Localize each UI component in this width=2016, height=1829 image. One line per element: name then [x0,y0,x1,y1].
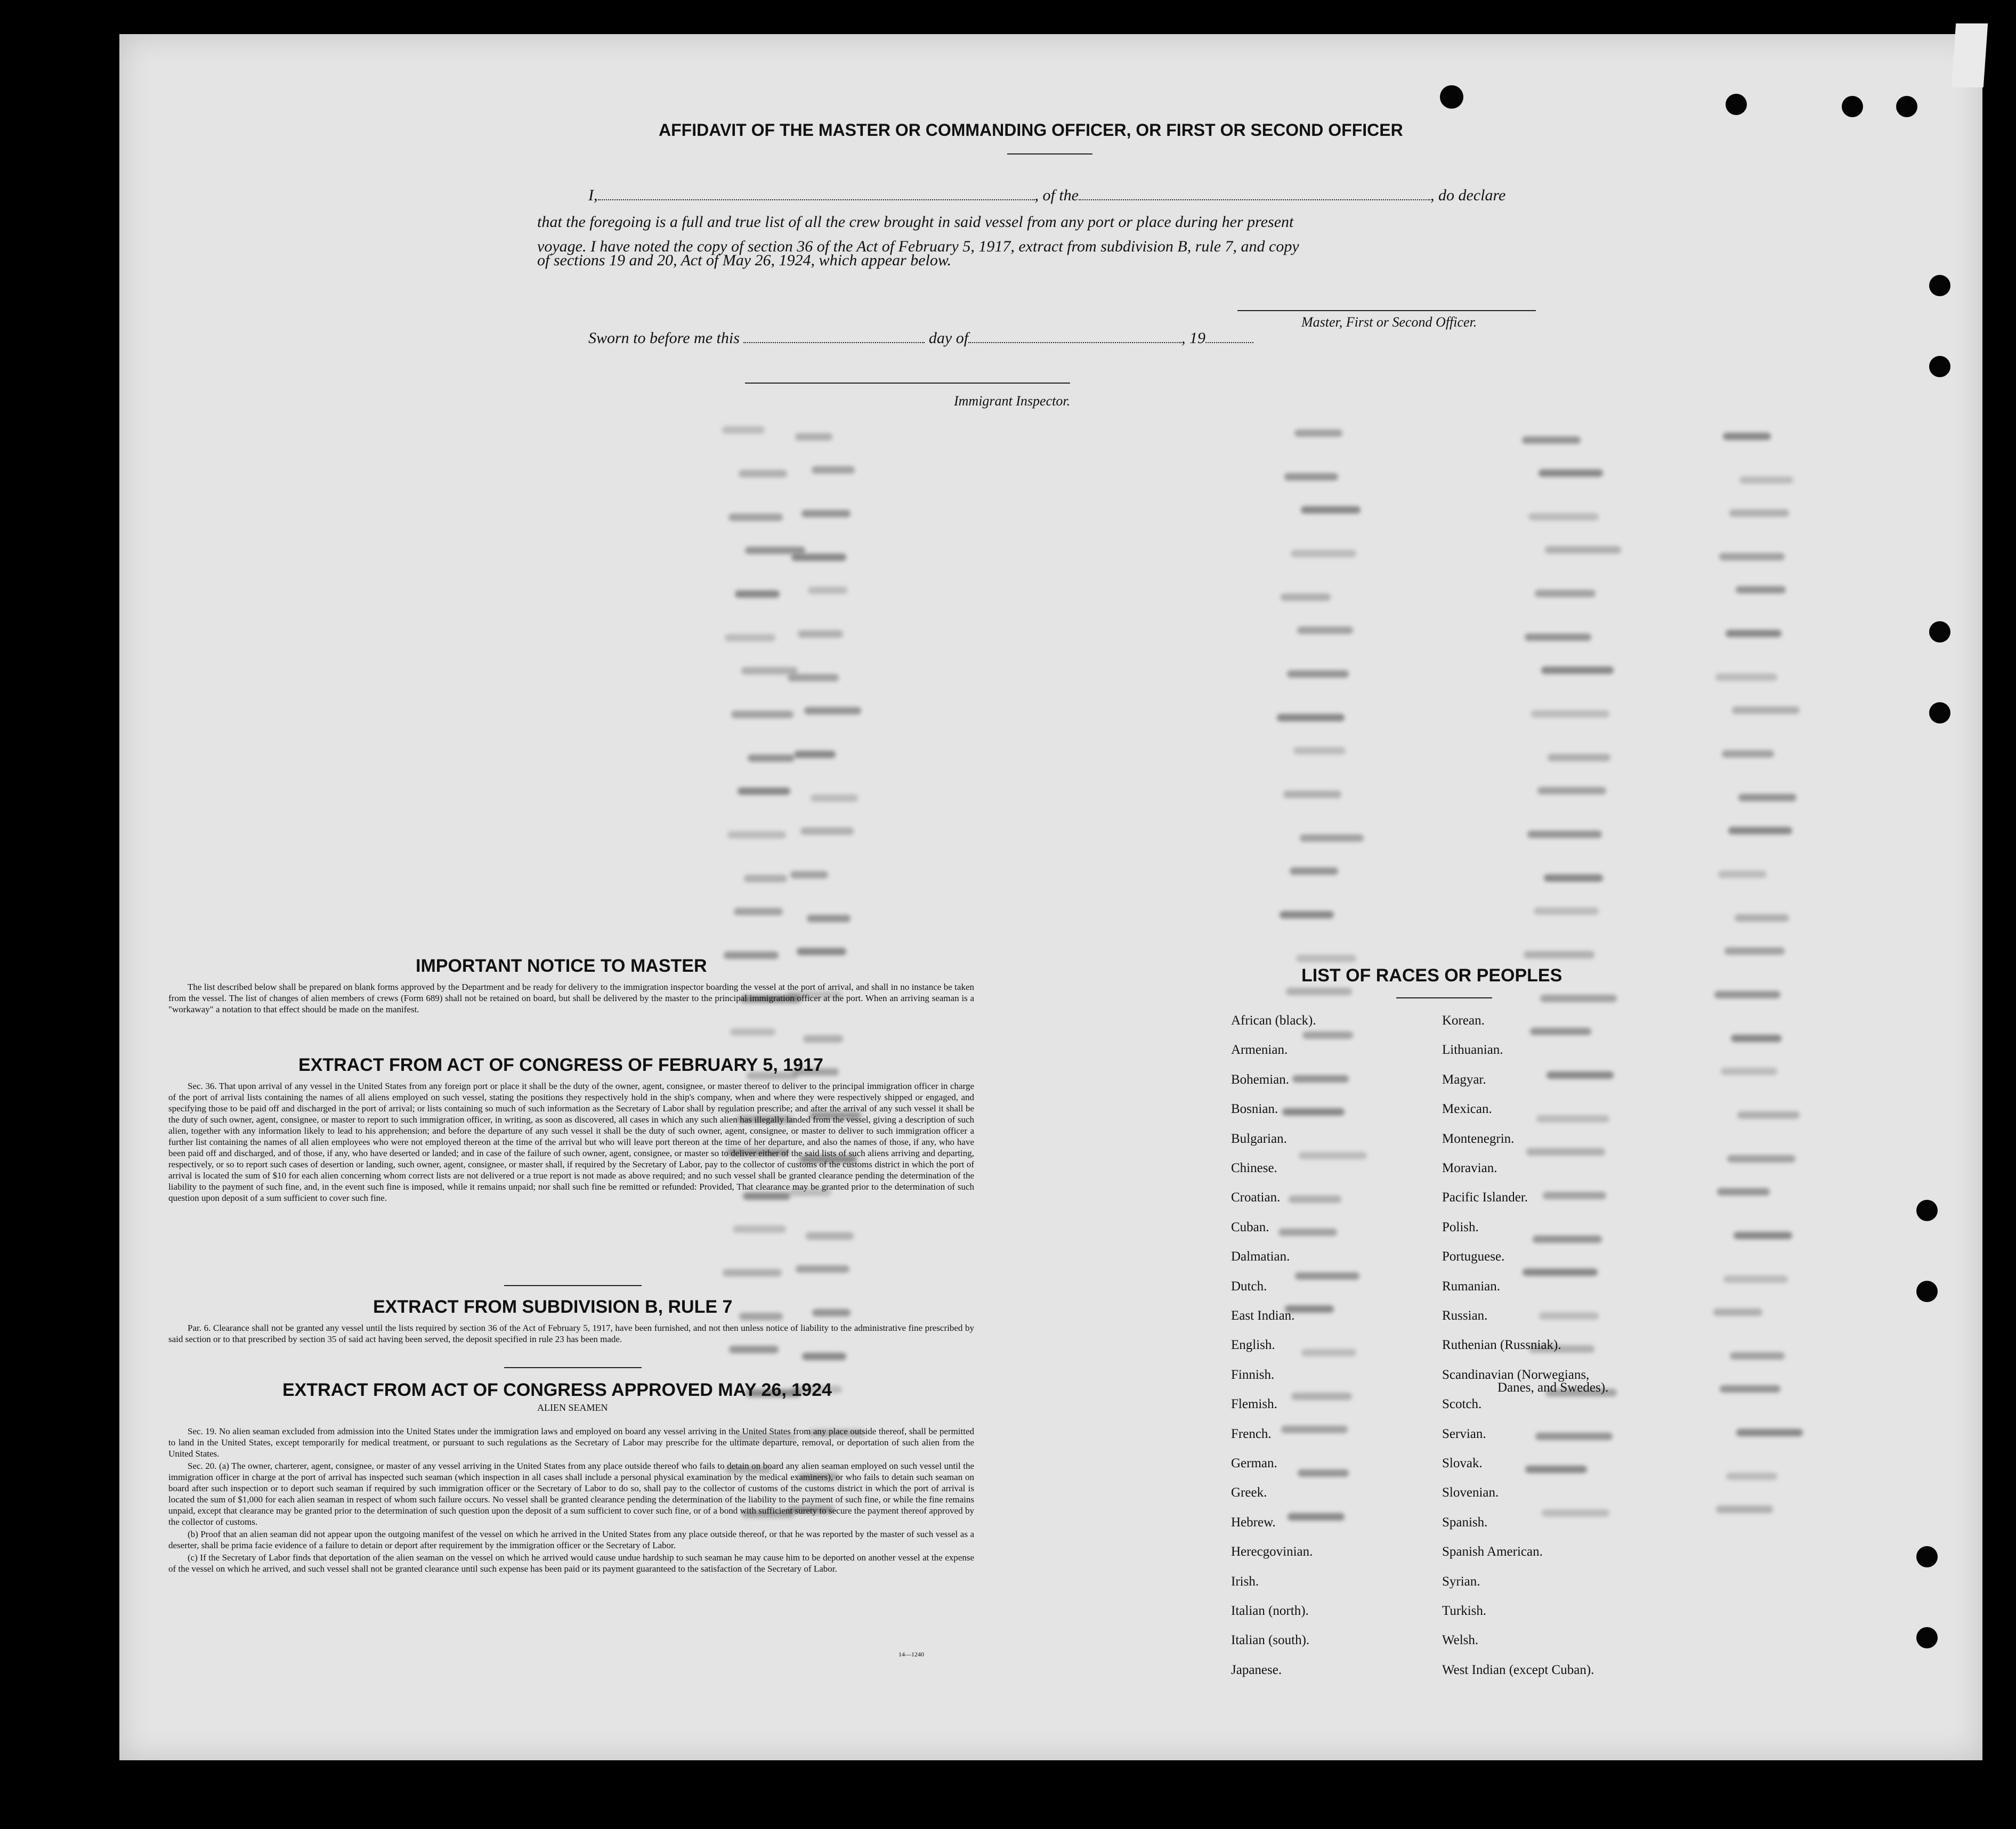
bleed-mark [722,426,765,434]
bleed-mark [1295,1272,1359,1280]
bleed-mark [1548,754,1610,761]
punch-hole [1440,85,1463,109]
punch-hole [1916,1627,1938,1648]
race-item: Scotch. [1442,1397,1482,1412]
races-title-underline [1396,997,1492,998]
affidavit-line-2: that the foregoing is a full and true list of all the crew brought in said vessel from any port or place during her present [537,213,1294,231]
race-item: East Indian. [1231,1308,1295,1323]
divider [504,1367,642,1368]
extract-1924-text [168,1426,974,1575]
bleed-mark [804,707,861,714]
race-item: Montenegrin. [1442,1131,1515,1146]
bleed-mark [1545,546,1621,554]
affidavit-title: AFFIDAVIT OF THE MASTER OR COMMANDING OFFICER, OR FIRST OR SECOND OFFICER [659,120,1403,140]
bleed-mark [1544,874,1603,882]
bleed-mark [1542,1509,1609,1517]
bleed-mark [1726,1473,1777,1480]
punch-hole [1916,1281,1938,1302]
affidavit-line-3: voyage. I have noted the copy of section 36 of the Act of February 5, 1917, extract from subdivision B, rule 7, and copy [537,238,1299,255]
section-20c-paragraph: (c) If the Secretary of Labor finds that deportation of the alien seaman on the vessel on which he arrived would cause undue hardship to such seaman he may cause him to be deported on another vessel at the expense of the vessel on which he arrived, and such vessel shall not be granted clearance until such expense has been paid or its payment guaranteed to the satisfaction of the Secretary of Labor. [168,1552,974,1574]
race-item: Slovak. [1442,1456,1483,1470]
vessel-prefix: , of the [1034,186,1079,204]
affidavit-line-1 [588,186,1505,205]
notice-paragraph: The list described below shall be prepared on blank forms approved by the Department and be ready for delivery to the immigration inspector boarding the vessel at the port of arrival, and shall in no instance be taken from the vessel. The list of changes of alien members of crews (Form 689) shall not be retained on board, but shall be delivered by the master to the principal immigration officer at the port. When an arriving seaman is a "workaway" a notation to that effect should be made on the manifest. [168,982,974,1014]
declarant-name-field[interactable] [598,199,1035,200]
bleed-mark [1547,1071,1614,1079]
bleed-mark [744,875,787,882]
bleed-mark [1286,988,1352,995]
bleed-mark [1728,827,1792,834]
bleed-mark [798,630,843,638]
bleed-mark [803,1035,843,1043]
race-item: Spanish. [1442,1515,1488,1530]
bleed-mark [796,1265,849,1273]
race-item: Irish. [1231,1574,1259,1589]
extract-1924-title: EXTRACT FROM ACT OF CONGRESS APPROVED MAY 26, 1924 [282,1380,832,1400]
bleed-mark [1539,469,1603,477]
race-item: Dalmatian. [1231,1249,1290,1264]
bleed-mark [807,915,851,922]
bleed-mark [1536,1115,1609,1123]
punch-hole [1842,96,1863,117]
sworn-day-of: day of [928,329,969,347]
bleed-mark [1288,1513,1345,1521]
punch-hole [1726,94,1747,115]
bleed-mark [1719,553,1785,560]
bleed-mark [1732,706,1800,714]
bleed-mark [1737,1111,1800,1119]
race-item: Portuguese. [1442,1249,1505,1264]
bleed-mark [1735,914,1789,922]
bleed-mark [1283,791,1341,798]
bleed-mark [1540,995,1617,1002]
bleed-mark [1277,714,1345,721]
bleed-mark [1291,550,1356,557]
bleed-mark [1290,867,1338,875]
punch-hole [1916,1546,1938,1567]
race-item: Cuban. [1231,1220,1269,1234]
bleed-mark [1543,1192,1606,1199]
bleed-mark [1715,673,1777,681]
race-item: Dutch. [1231,1279,1267,1294]
bleed-mark [1724,947,1785,955]
race-item: Rumanian. [1442,1279,1501,1294]
bleed-mark [1294,429,1342,437]
race-item: Herecgovinian. [1231,1545,1313,1559]
race-item: French. [1231,1426,1272,1441]
bleed-mark [1539,1312,1599,1320]
bleed-mark [1282,1108,1345,1116]
bleed-mark [1523,1269,1598,1276]
race-item: Scandinavian (Norwegians, [1442,1367,1590,1382]
title-underline [1007,153,1092,155]
bleed-mark [738,787,790,795]
race-item: Bohemian. [1231,1072,1290,1087]
extract-1917-title: EXTRACT FROM ACT OF CONGRESS OF FEBRUARY 5, 1917 [298,1055,823,1075]
signature-label: Master, First or Second Officer. [1301,314,1477,330]
bleed-mark [735,590,780,598]
race-item: Japanese. [1231,1662,1282,1677]
bleed-mark [739,1313,783,1320]
bleed-mark [1531,710,1609,718]
par6-paragraph: Par. 6. Clearance shall not be granted any vessel until the lists required by section 36 of the Act of February 5, 1917, have been furnished, and not then unless notice of liability to the administrative fine prescribed by said section or to that prescribed by section 35 of said act having been served, the deposit specified in rule 23 has been made. [168,1323,974,1344]
bleed-mark [730,1028,775,1036]
bleed-mark [1723,433,1771,440]
sworn-year-field[interactable] [1205,342,1253,343]
notice-text [168,981,974,1016]
declare-text: , do declare [1430,186,1506,204]
bleed-mark [1525,1466,1587,1473]
bleed-mark [1714,991,1780,998]
section-20a-paragraph: Sec. 20. (a) The owner, charterer, agent, consignee, or master of any vessel arriving in the United States from any place outside thereof who fails to detain on board any alien seaman employed on such vessel until the immigration officer in charge at the port of arrival has inspected such seaman (which inspection in all cases shall include a personal physical examination by the medical examiners), or who fails to detain such seaman on board after such inspection or to deport such seaman if required by such immigration officer or the Secretary of Labor to do so, shall pay to the collector of customs of the customs district in which the port of arrival is located the sum of $1,000 for each alien seaman in respect of whom such failure occurs. No vessel shall be granted clearance pending the determination of the liability to the payment of such fine, or while the fine remains unpaid, except that clearance may be granted prior to the determination of such question upon the deposit of a sum sufficient to cover such fine, or of a bond with sufficient surety to secure the payment thereof approved by the collector of customs. [168,1461,974,1527]
bleed-mark [1298,1469,1349,1477]
bleed-mark [1729,509,1789,517]
bleed-mark [1734,1232,1792,1239]
bleed-mark [1535,1433,1613,1440]
race-item: Mexican. [1442,1102,1492,1117]
bleed-mark [1284,473,1338,481]
bleed-mark [1524,951,1594,958]
bleed-mark [1717,1188,1770,1196]
bleed-mark [1727,1155,1795,1163]
bleed-mark [1525,633,1591,641]
race-item: Croatian. [1231,1190,1281,1205]
punch-hole [1929,621,1950,643]
sworn-month-field[interactable] [968,342,1181,343]
extract-rule7-text [168,1322,974,1346]
race-item: Ruthenian (Russniak). [1442,1338,1561,1353]
bleed-mark [1723,1275,1788,1283]
bleed-mark [795,433,832,441]
bleed-mark [727,831,786,839]
punch-hole [1916,1200,1938,1221]
bleed-mark [1528,513,1599,521]
race-item: Turkish. [1442,1604,1487,1618]
race-item: Italian (north). [1231,1604,1309,1618]
bleed-mark [734,908,783,915]
punch-hole [1929,275,1950,296]
bleed-mark [791,554,846,561]
bleed-mark [1302,1031,1353,1039]
bleed-mark [808,587,847,594]
bleed-mark [806,1232,854,1240]
inspector-signature-line[interactable] [745,383,1070,384]
bleed-mark [1522,436,1581,444]
race-item: Armenian. [1231,1043,1288,1058]
bleed-mark [790,871,828,879]
bleed-mark [811,794,858,802]
bleed-mark [1299,1152,1367,1159]
race-item: Finnish. [1231,1367,1275,1382]
race-item: West Indian (except Cuban). [1442,1662,1594,1677]
bleed-mark [802,1353,846,1360]
race-item: Greek. [1231,1485,1267,1500]
sworn-line [588,329,1253,347]
race-item: Russian. [1442,1308,1488,1323]
punch-hole [1929,702,1950,724]
sworn-prefix: Sworn to before me this [588,329,740,347]
section-20b-paragraph: (b) Proof that an alien seaman did not appear upon the outgoing manifest of the vessel on which he arrived in the United States from any place outside thereof, or that he was reported by the master of such vessel as a deserter, shall be prima facie evidence of a failure to detain or deport after requirement by the immigration officer or the Secretary of Labor. [168,1529,974,1550]
declarant-prefix: I, [588,186,598,204]
bleed-mark [725,634,775,641]
bleed-mark [1527,831,1602,838]
signature-line[interactable] [1237,310,1536,311]
race-item: Korean. [1442,1013,1485,1028]
race-item: Lithuanian. [1442,1043,1503,1058]
extract-1917-text [168,1080,974,1205]
section-36-paragraph: Sec. 36. That upon arrival of any vessel in the United States from any foreign port or place it shall be the duty of the owner, agent, consignee, or master thereof to deliver to the principal immigration officer in charge of the port of arrival lists containing the names of all aliens employed on such vessel, stating the positions they respectively hold in the ship's company, when and where they were respectively shipped or engaged, and specifying those to be paid off and discharged in the port of arrival; or lists containing so much of such information as the Secretary of Labor shall by regulation prescribe; and after the arrival of any such vessel it shall be the duty of such owner, agent, consignee, or master to report to such immigration officer, in writing, as soon as discovered, all cases in which any such alien has illegally landed from the vessel, giving a description of such alien, together with any information likely to lead to his apprehension; and before the departure of any such vessel it shall be the duty of such owner, agent, consignee, or master to deliver to such immigration officer a further list containing the names of all alien employees who were not employed thereon at the time of the arrival but who will leave port thereon at the time of her departure, and also the names of those, if any, who have been paid off and discharged, and of those, if any, who have deserted or landed; and in case of the failure of such owner, agent, consignee, or master so to deliver either of the said lists of such aliens arriving and departing, respectively, or so to report such cases of desertion or landing, such owner, agent, consignee, or master shall, if required by the Secretary of Labor, pay to the collector of customs of the customs district in which the port of arrival is located the sum of $10 for each alien concerning whom correct lists are not delivered or a true report is not made as above required; and no such vessel shall be granted clearance pending the determination of the liability to the payment of such fine, and, in the event such fine is imposed, while it remains unpaid; nor shall such fine be remitted or refunded: Provided, That clearance may be granted prior to the determination of such question upon deposit of a sum sufficient to cover such fine. [168,1081,974,1203]
punch-hole [1929,356,1950,377]
race-item: Polish. [1442,1220,1479,1234]
bleed-mark [1731,1035,1782,1042]
race-item: German. [1231,1456,1277,1470]
bleed-mark [1287,670,1349,678]
bleed-mark [1292,1075,1349,1083]
bleed-mark [1278,1229,1337,1236]
bleed-mark [1301,506,1361,514]
bleed-mark [1736,1429,1803,1436]
bleed-mark [1291,1393,1352,1400]
race-item-continuation: Danes, and Swedes). [1497,1380,1609,1395]
bleed-mark [1726,630,1782,637]
bleed-mark [729,1346,779,1353]
bleed-mark [748,754,795,762]
bleed-mark [1300,834,1364,842]
bleed-mark [794,751,836,758]
race-item: African (black). [1231,1013,1316,1028]
bleed-mark [731,711,794,718]
bleed-mark [733,1225,786,1233]
bleed-mark [1721,1068,1777,1075]
bleed-mark [1537,787,1606,794]
inspector-label: Immigrant Inspector. [954,393,1071,409]
race-item: Chinese. [1231,1161,1277,1175]
bleed-mark [797,948,846,955]
race-item: Bulgarian. [1231,1131,1287,1146]
vessel-name-field[interactable] [1079,199,1430,200]
race-item: English. [1231,1338,1275,1353]
bleed-mark [1289,1196,1341,1203]
punch-hole [1896,96,1917,117]
race-item: Slovenian. [1442,1485,1499,1500]
bleed-mark [788,674,839,681]
race-item: Pacific Islander. [1442,1190,1528,1205]
section-19-paragraph: Sec. 19. No alien seaman excluded from admission into the United States under the immigration laws and employed on board any vessel arriving in the United States from any place outside thereof, shall be permitted to land in the United States, except temporarily for medical treatment, or pursuant to such regulations as the Secretary of Labor may prescribe for the ultimate departure, removal, or deportation of such alien from the United States. [168,1426,974,1459]
race-item: Syrian. [1442,1574,1480,1589]
bleed-mark [1730,1352,1785,1360]
bleed-mark [745,547,805,554]
bleed-mark [728,514,783,521]
bleed-mark [1718,871,1767,878]
race-item: Moravian. [1442,1161,1497,1175]
bleed-mark [1301,1349,1356,1356]
sworn-year-prefix: , 19 [1181,329,1206,347]
extract-rule7-title: EXTRACT FROM SUBDIVISION B, RULE 7 [373,1297,733,1317]
notice-title: IMPORTANT NOTICE TO MASTER [416,956,707,976]
race-item: Welsh. [1442,1633,1479,1648]
race-item: Italian (south). [1231,1633,1310,1648]
bleed-mark [1738,794,1796,801]
bleed-mark [1541,666,1614,674]
bleed-mark [812,1309,851,1316]
bleed-mark [1293,747,1346,754]
bleed-mark [1281,1426,1348,1433]
bleed-mark [1280,911,1334,918]
race-item: Spanish American. [1442,1545,1543,1559]
sworn-day-field[interactable] [743,342,925,343]
bleed-mark [1736,586,1786,594]
bleed-mark [1739,476,1793,484]
bleed-mark [801,510,851,517]
bleed-mark [724,952,779,959]
races-title: LIST OF RACES OR PEOPLES [1301,965,1562,986]
bleed-mark [1716,1506,1773,1513]
race-item: Magyar. [1442,1072,1486,1087]
bleed-mark [1530,1028,1591,1035]
bleed-mark [1720,1385,1780,1393]
form-number: 14—1240 [898,1651,924,1658]
bleed-mark [1535,590,1596,597]
bleed-mark [739,470,787,477]
bleed-mark [812,466,855,474]
bleed-mark [1526,1148,1605,1156]
race-item: Servian. [1442,1426,1486,1441]
bleed-mark [1534,907,1599,915]
bleed-mark [800,827,854,835]
alien-seamen-subtitle: ALIEN SEAMEN [537,1402,608,1413]
race-item: Hebrew. [1231,1515,1276,1530]
bleed-mark [1297,627,1353,634]
bleed-mark [1722,750,1774,758]
bleed-mark [1296,955,1356,962]
race-item: Bosnian. [1231,1102,1278,1117]
bleed-mark [1281,594,1331,601]
bleed-mark [1713,1308,1762,1316]
divider [504,1285,642,1286]
affidavit-line-4: of sections 19 and 20, Act of May 26, 1924, which appear below. [537,251,952,269]
bleed-mark [1533,1235,1602,1243]
bleed-mark [741,667,798,674]
bleed-mark [723,1269,782,1277]
race-item: Flemish. [1231,1397,1277,1412]
